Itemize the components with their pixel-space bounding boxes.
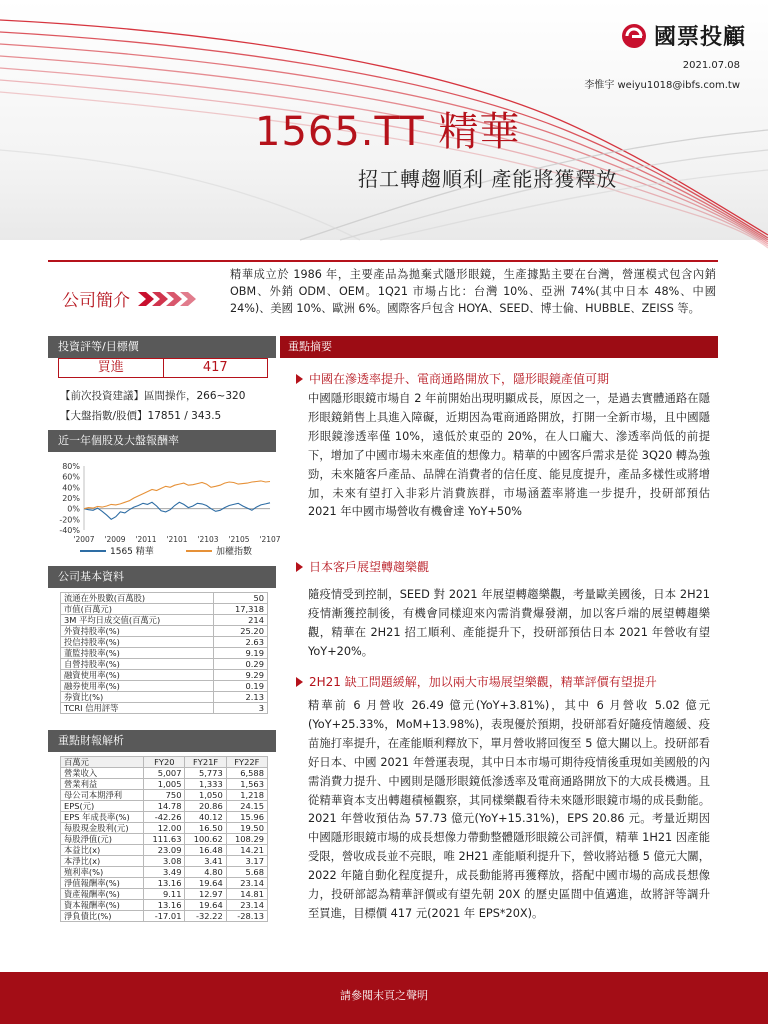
previous-rating: 【前次投資建議】區間操作，266~320 <box>60 390 246 402</box>
table-row <box>61 911 268 922</box>
report-date: 2021.07.08 <box>682 60 740 71</box>
cell-value: 19.50 <box>226 823 267 834</box>
table-row <box>61 637 268 648</box>
x-tick-label: '2103 <box>197 535 219 544</box>
highlights-section-header: 重點摘要 <box>280 336 718 358</box>
y-tick-label: 80% <box>62 462 80 471</box>
row-label: 3M 平均日成交值(百萬元) <box>61 615 214 626</box>
report-subtitle: 招工轉趨順利 產能將獲釋放 <box>358 167 618 191</box>
index-price: 【大盤指數/股價】17851 / 343.5 <box>60 410 222 422</box>
cell-value: 20.86 <box>185 801 226 812</box>
row-label: 資產報酬率(%) <box>61 889 144 900</box>
row-label: 淨負債比(%) <box>61 911 144 922</box>
highlight-title-2: 日本客戶展望轉趨樂觀 <box>296 558 429 575</box>
logo-text: 國票投顧 <box>653 25 746 50</box>
cell-value: 5,007 <box>144 768 185 779</box>
y-tick-label: 20% <box>62 494 80 503</box>
intro-text: 精華成立於 1986 年，主要產品為拋棄式隱形眼鏡，生產據點主要在台灣，營運模式包含內銷 OBM、外銷 ODM、OEM。1Q21 市場占比：台灣 10%、亞洲 74%(其中日本 48%、中國 24%)、美國 10%、歐洲 6%。國際客戶包含 HOYA、SEED、博士倫、HUBBLE、ZEISS 等。 <box>230 268 716 315</box>
financial-table <box>60 756 268 922</box>
table-row <box>61 834 268 845</box>
basic-info-table <box>60 592 268 714</box>
cell-value: 1,333 <box>185 779 226 790</box>
table-header-row <box>61 757 268 768</box>
x-tick-label: '2107 <box>259 535 281 544</box>
y-tick-label: 0% <box>67 504 80 514</box>
row-label: 營業收入 <box>61 768 144 779</box>
row-label: 券資比(%) <box>61 692 214 703</box>
legend-swatch-stock <box>80 550 106 552</box>
cell-value: 50 <box>214 593 268 604</box>
table-row <box>61 648 268 659</box>
company-logo <box>620 20 746 51</box>
cell-value: 23.14 <box>226 900 267 911</box>
cell-value: 214 <box>214 615 268 626</box>
table-row <box>61 801 268 812</box>
table-row <box>61 900 268 911</box>
table-row <box>61 692 268 703</box>
cell-value: 16.50 <box>185 823 226 834</box>
row-label: 董監持股率(%) <box>61 648 214 659</box>
x-tick-label: '2101 <box>166 535 188 544</box>
row-label: 營業利益 <box>61 779 144 790</box>
highlight-text-3: 精華前 6 月營收 26.49 億元(YoY+3.81%)，其中 6 月營收 5.02 億元(YoY+25.33%，MoM+13.98%)，表現優於預期，投研部看好隨疫情趨緩、疫苗施打率提升，在產能順利釋放下，單月營收將回復至 5 億大關以上。投研部看好日本、中國 2021 年營運表現，其中日本市場可期待疫情後重現如美國般的內需消費力提升、中國則是隱形眼鏡低滲透率及電商通路開放下的大成長機遇。且從精華資本支出轉趨積極觀察，其同樣樂觀看待未來隱形眼鏡市場的成長動能。2021 年營收預估為 57.73 億元(YoY+15.31%)，EPS 20.86 元。考量近期因中國隱形眼鏡市場的成長想像力帶動整體隱形眼鏡公司評價，精華 1H21 因產能受限，營收成長並不亮眼，唯 2H21 產能順利提升下，營收將站穩 5 億元大關，2022 年隨自動化程度提升，成長動能將再獲釋放，搭配中國市場的高成長想像力，投研部認為精華評價或有望先朝 20X 的歷史區間中值邁進，故將評等調升至買進，目標價 417 元(2021 年 EPS*20X)。 <box>308 699 710 920</box>
cell-value: 23.14 <box>226 878 267 889</box>
cell-value: 1,050 <box>185 790 226 801</box>
column-header: FY20 <box>144 757 185 768</box>
cell-value: 3.49 <box>144 867 185 878</box>
cell-value: 111.63 <box>144 834 185 845</box>
table-row <box>61 889 268 900</box>
cell-value: 2.13 <box>214 692 268 703</box>
intro-label: 公司簡介 <box>62 291 130 311</box>
row-label: 淨值報酬率(%) <box>61 878 144 889</box>
table-row <box>61 659 268 670</box>
cell-value: 13.16 <box>144 900 185 911</box>
highlight-text-1: 中國隱形眼鏡市場自 2 年前開始出現明顯成長，原因之一，是過去實體通路在隱形眼鏡銷售上具進入障礙，近期因為電商通路開放，打開一全新市場，且中國隱形眼鏡滲透率僅 10%，遠低於東亞的 20%，在人口龐大、滲透率尚低的前提下，增加了中國市場未來產值的想像力。精華的中國客戶需求是從 3Q20 轉為強勁，未來隨客戶產品、品牌在消費者的信任度、能見度提升，產品多樣性或將增加，未來有望打入非彩片消費族群，市場涵蓋率將進一步提升，投研部預估 2021 年中國市場營收有機會達 YoY+50% <box>308 392 710 519</box>
table-row <box>61 856 268 867</box>
cell-value: 12.97 <box>185 889 226 900</box>
cell-value: 9.11 <box>144 889 185 900</box>
row-label: 融券使用率(%) <box>61 681 214 692</box>
y-tick-label: 60% <box>62 472 80 482</box>
row-label: 外資持股率(%) <box>61 626 214 637</box>
cell-value: 3.41 <box>185 856 226 867</box>
rating-box <box>58 358 268 378</box>
chart-section-header: 近一年個股及大盤報酬率 <box>48 430 276 452</box>
cell-value: 0.29 <box>214 659 268 670</box>
row-label: 本淨比(x) <box>61 856 144 867</box>
table-row <box>61 779 268 790</box>
table-row <box>61 768 268 779</box>
rating-value: 買進 <box>97 360 124 375</box>
x-tick-label: '2105 <box>228 535 250 544</box>
table-row <box>61 615 268 626</box>
report-header <box>0 0 768 240</box>
y-tick-label: 40% <box>62 483 80 493</box>
cell-value: 23.09 <box>144 845 185 856</box>
column-header: FY21F <box>185 757 226 768</box>
financial-section-header: 重點財報解析 <box>48 730 276 752</box>
triangle-bullet-icon <box>296 374 303 384</box>
legend-item-stock <box>80 544 154 557</box>
cell-value: 13.16 <box>144 878 185 889</box>
table-row <box>61 878 268 889</box>
cell-value: 24.15 <box>226 801 267 812</box>
cell-value: 40.12 <box>185 812 226 823</box>
y-tick-label: -40% <box>59 526 80 535</box>
highlight-title-1: 中國在滲透率提升、電商通路開放下，隱形眼鏡產值可期 <box>296 370 609 387</box>
row-label: 自營持股率(%) <box>61 659 214 670</box>
row-label: 每股淨值(元) <box>61 834 144 845</box>
table-row <box>61 867 268 878</box>
rating-section-header: 投資評等/目標價 <box>48 336 276 358</box>
triangle-bullet-icon <box>296 677 303 687</box>
table-row <box>61 823 268 834</box>
row-label: 流通在外股數(百萬股) <box>61 593 214 604</box>
cell-value: 1,005 <box>144 779 185 790</box>
cell-value: 4.80 <box>185 867 226 878</box>
cell-value: 9.29 <box>214 670 268 681</box>
x-tick-label: '2007 <box>73 535 95 544</box>
cell-value: 100.62 <box>185 834 226 845</box>
cell-value: -28.13 <box>226 911 267 922</box>
row-label: EPS 年成長率(%) <box>61 812 144 823</box>
cell-value: 5.68 <box>226 867 267 878</box>
highlight-title-3: 2H21 缺工問題緩解，加以兩大市場展望樂觀，精華評價有望提升 <box>296 673 657 690</box>
footer-disclaimer: 請參閱末頁之聲明 <box>0 972 768 1024</box>
row-label: 融資使用率(%) <box>61 670 214 681</box>
cell-value: 19.64 <box>185 878 226 889</box>
table-row <box>61 845 268 856</box>
cell-value: 25.20 <box>214 626 268 637</box>
row-label: 殖利率(%) <box>61 867 144 878</box>
cell-value: -32.22 <box>185 911 226 922</box>
analyst-contact: 李惟宇 weiyu1018@ibfs.com.tw <box>584 80 740 91</box>
table-row <box>61 593 268 604</box>
target-price: 417 <box>163 359 268 377</box>
cell-value: 5,773 <box>185 768 226 779</box>
report-title: 1565.TT 精華 <box>255 109 521 155</box>
cell-value: 3 <box>214 703 268 714</box>
table-row <box>61 790 268 801</box>
cell-value: 14.81 <box>226 889 267 900</box>
triangle-bullet-icon <box>296 562 303 572</box>
cell-value: -17.01 <box>144 911 185 922</box>
y-tick-label: -20% <box>59 515 80 525</box>
legend-item-index <box>186 544 252 557</box>
cell-value: 1,563 <box>226 779 267 790</box>
cell-value: 14.78 <box>144 801 185 812</box>
cell-value: 15.96 <box>226 812 267 823</box>
cell-value: 19.64 <box>185 900 226 911</box>
intro-divider <box>48 260 718 262</box>
cell-value: 6,588 <box>226 768 267 779</box>
cell-value: 108.29 <box>226 834 267 845</box>
table-row <box>61 681 268 692</box>
column-header: FY22F <box>226 757 267 768</box>
cell-value: 750 <box>144 790 185 801</box>
x-tick-label: '2011 <box>135 535 157 544</box>
table-row <box>61 604 268 615</box>
row-label: EPS(元) <box>61 801 144 812</box>
table-row <box>61 670 268 681</box>
chevron-arrows-icon <box>138 289 198 309</box>
legend-swatch-index <box>186 550 212 552</box>
cell-value: 14.21 <box>226 845 267 856</box>
row-label: 本益比(x) <box>61 845 144 856</box>
cell-value: 9.19 <box>214 648 268 659</box>
x-tick-label: '2009 <box>104 535 126 544</box>
cell-value: 1,218 <box>226 790 267 801</box>
cell-value: 0.19 <box>214 681 268 692</box>
column-header: 百萬元 <box>61 757 144 768</box>
cell-value: 3.17 <box>226 856 267 867</box>
row-label: TCRI 信用評等 <box>61 703 214 714</box>
table-row <box>61 812 268 823</box>
highlight-text-2: 隨疫情受到控制，SEED 對 2021 年展望轉趨樂觀，考量歐美國後，日本 2H21 疫情漸獲控制後，有機會同樣迎來內需消費爆發潮，加以客戶端的展望轉趨樂觀，精華在 2H21 招工順利、產能提升下，投研部預估日本 2021 年營收有望 YoY+20%。 <box>308 588 710 658</box>
logo-mark-icon <box>620 22 648 50</box>
legend-label-index: 加權指數 <box>216 547 253 557</box>
row-label: 投信持股率(%) <box>61 637 214 648</box>
cell-value: 16.48 <box>185 845 226 856</box>
cell-value: 17,318 <box>214 604 268 615</box>
return-chart-svg <box>52 458 281 544</box>
table-row <box>61 703 268 714</box>
cell-value: -42.26 <box>144 812 185 823</box>
cell-value: 2.63 <box>214 637 268 648</box>
cell-value: 12.00 <box>144 823 185 834</box>
row-label: 母公司本期淨利 <box>61 790 144 801</box>
row-label: 市值(百萬元) <box>61 604 214 615</box>
row-label: 每股現金股利(元) <box>61 823 144 834</box>
cell-value: 3.08 <box>144 856 185 867</box>
basic-info-section-header: 公司基本資料 <box>48 566 276 588</box>
table-row <box>61 626 268 637</box>
row-label: 資本報酬率(%) <box>61 900 144 911</box>
legend-label-stock: 1565 精華 <box>110 547 154 557</box>
